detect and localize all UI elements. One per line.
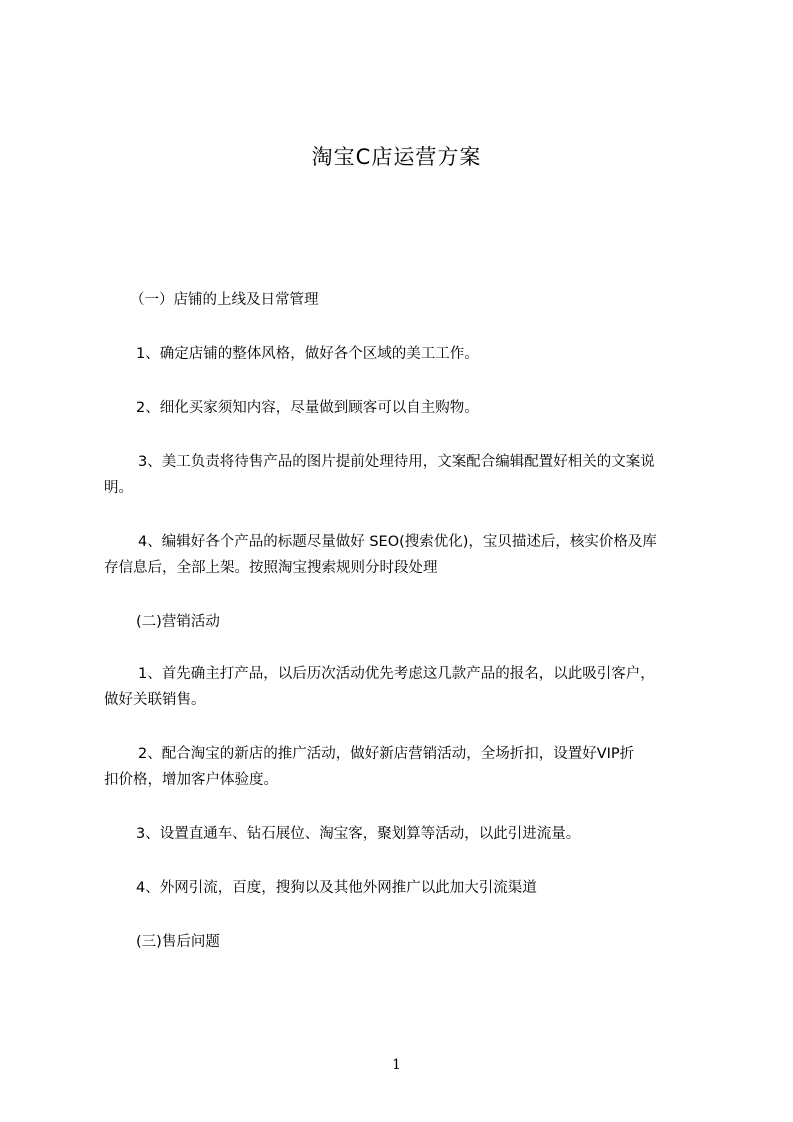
section-heading-text: (三)售后问题 [136, 934, 220, 950]
paragraph-1-2 [104, 395, 736, 421]
paragraph-text: 扣价格，增加客户体验度。 [104, 772, 278, 788]
paragraph-text: 存信息后，全部上架。按照淘宝搜索规则分时段处理 [104, 560, 438, 576]
document-title: 淘宝C店运营方案 [311, 145, 482, 169]
section-heading-3 [104, 929, 736, 955]
paragraph-2-1 [104, 661, 704, 713]
paragraph-2-2 [104, 741, 704, 793]
paragraph-2-4 [104, 875, 736, 901]
paragraph-2-3 [104, 821, 736, 847]
paragraph-text: 4、外网引流，百度，搜狗以及其他外网推广以此加大引流渠道 [136, 880, 537, 896]
page-number: 1 [392, 1057, 401, 1073]
paragraph-text: 3、设置直通车、钻石展位、淘宝客，聚划算等活动，以此引进流量。 [136, 826, 581, 842]
paragraph-text: 做好关联销售。 [104, 692, 206, 708]
paragraph-1-1 [104, 341, 736, 367]
paragraph-text: 2、细化买家须知内容，尽量做到顾客可以自主购物。 [136, 400, 479, 416]
paragraph-text: 3、美工负责将待售产品的图片提前处理待用，文案配合编辑配置好相关的文案说 [138, 454, 655, 470]
section-heading-2 [104, 609, 736, 635]
paragraph-text: 4、编辑好各个产品的标题尽量做好 SEO(搜索优化)，宝贝描述后，核实价格及库 [138, 534, 657, 550]
section-heading-text: (二)营销活动 [136, 614, 220, 630]
section-heading-1 [104, 287, 730, 313]
section-heading-text: （一）店铺的上线及日常管理 [130, 292, 319, 308]
paragraph-1-4 [104, 529, 704, 581]
paragraph-text: 1、首先确主打产品，以后历次活动优先考虑这几款产品的报名，以此吸引客户， [138, 666, 655, 682]
paragraph-text: 明。 [104, 480, 133, 496]
paragraph-text: 1、确定店铺的整体风格，做好各个区域的美工工作。 [136, 346, 479, 362]
paragraph-1-3 [104, 449, 704, 501]
paragraph-text: 2、配合淘宝的新店的推广活动，做好新店营销活动，全场折扣，设置好VIP折 [138, 746, 635, 762]
